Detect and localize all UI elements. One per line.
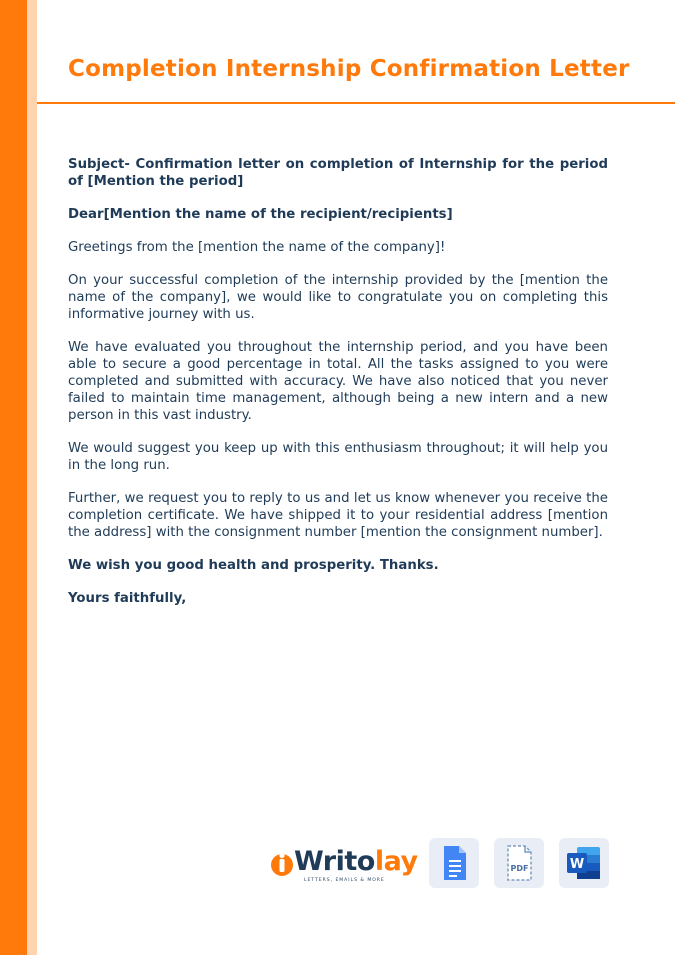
word-label: W <box>569 857 585 872</box>
letter-paragraph: Dear[Mention the name of the recipient/recipients] <box>68 207 453 222</box>
letter-paragraph: Greetings from the [mention the name of the company]! <box>68 240 446 255</box>
left-accent-bar <box>0 0 27 955</box>
logo-tagline: LETTERS, EMAILS & MORE <box>304 878 385 883</box>
word-file-icon <box>559 838 609 888</box>
letter-paragraph: We wish you good health and prosperity. Thanks. <box>68 558 439 573</box>
google-docs-icon <box>429 838 479 888</box>
letter-paragraph: We have evaluated you throughout the internship period, and you have been able to secure a good percentage in total. All the tasks assigned to you were completed and submitted with accuracy. We have also noticed that you never failed to maintain time management, although being a new intern and a new person in this vast industry. <box>68 340 608 423</box>
page-title: Completion Internship Confirmation Letter <box>68 56 630 82</box>
letter-body <box>68 156 608 623</box>
pdf-file-icon <box>494 838 544 888</box>
letter-paragraph: Yours faithfully, <box>68 591 187 606</box>
letter-paragraph: On your successful completion of the internship provided by the [mention the name of the company], we would like to congratulate you on completing this informative journey with us. <box>68 273 608 322</box>
logo-wordmark: Writolay <box>294 846 418 877</box>
word-download-button[interactable] <box>559 838 609 888</box>
letter-paragraph: We would suggest you keep up with this enthusiasm throughout; it will help you in the long run. <box>68 441 608 473</box>
pdf-label: PDF <box>510 864 529 873</box>
pdf-download-button[interactable] <box>494 838 544 888</box>
left-accent-bar-light <box>27 0 37 955</box>
writolay-logo[interactable] <box>270 846 418 886</box>
title-divider <box>37 102 675 104</box>
google-docs-download-button[interactable] <box>429 838 479 888</box>
letter-paragraph: Subject- Confirmation letter on completion of Internship for the period of [Mention the period] <box>68 157 608 189</box>
logo-mark-icon <box>270 848 296 882</box>
letter-paragraph: Further, we request you to reply to us and let us know whenever you receive the completion certificate. We have shipped it to your residential address [mention the address] with the consignment number [mention the consignment number]. <box>68 491 608 540</box>
